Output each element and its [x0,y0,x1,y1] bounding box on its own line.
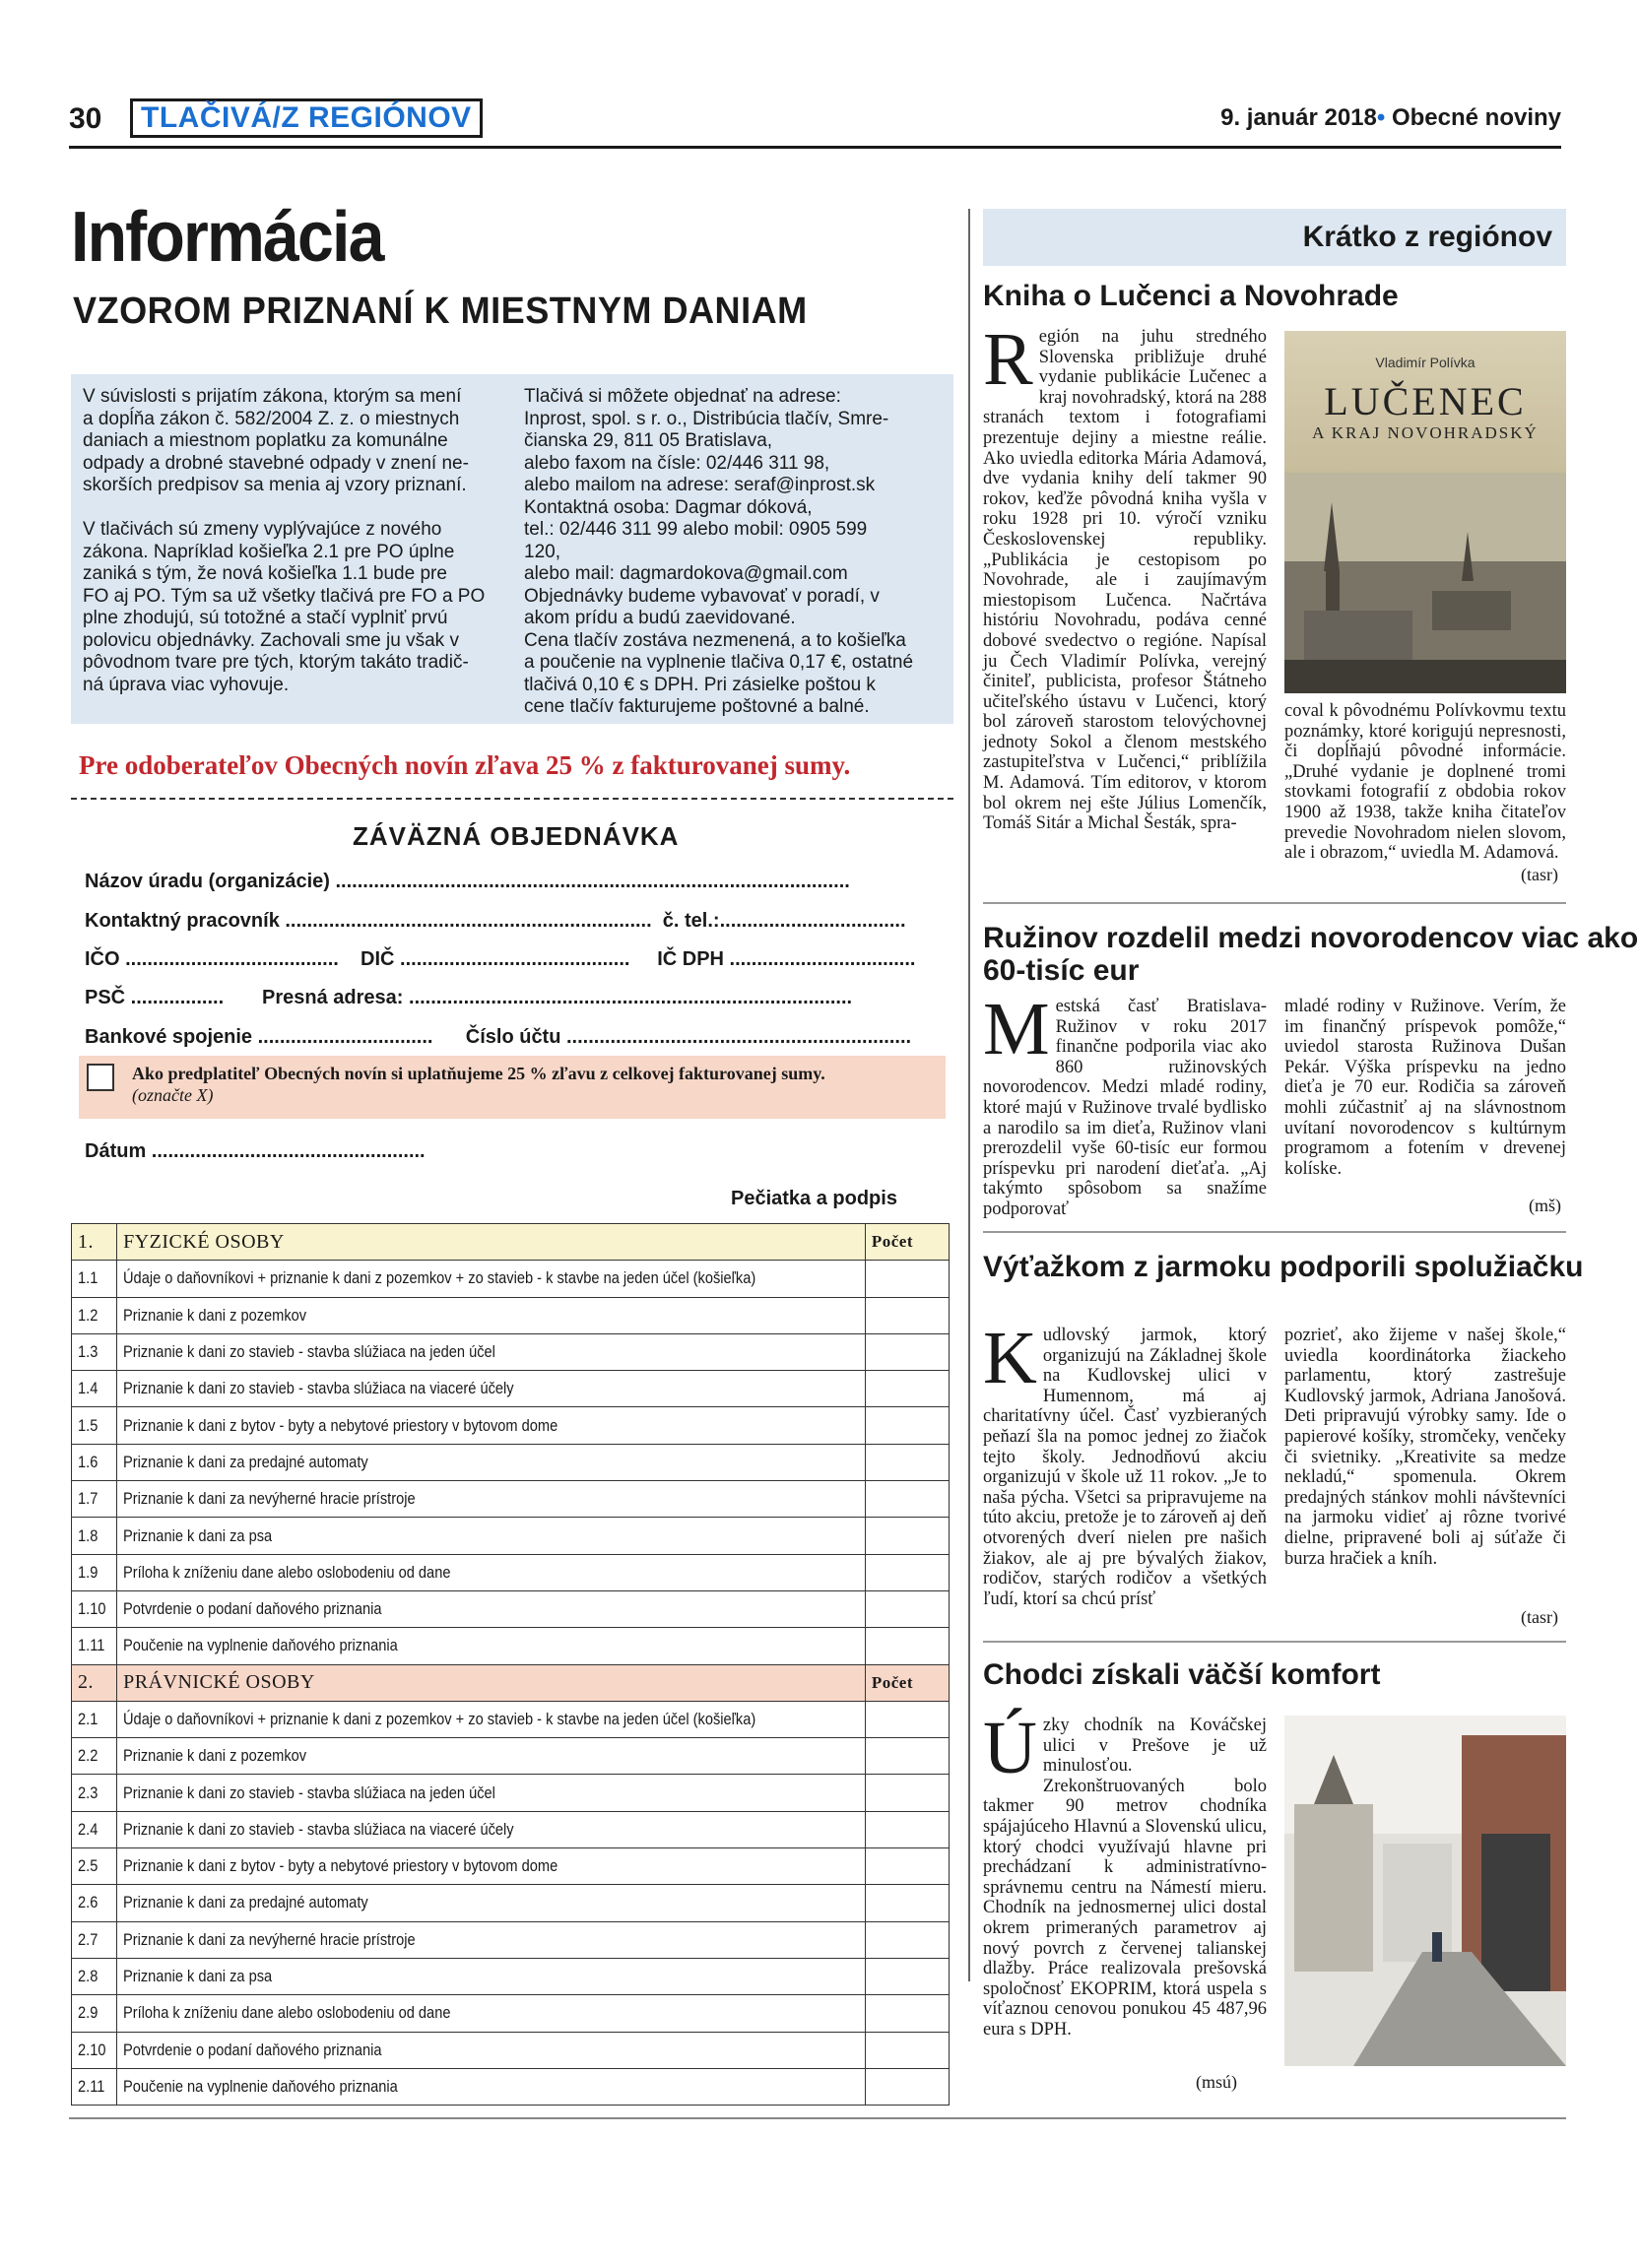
count-input-cell[interactable] [865,1738,949,1775]
form-label-text: Potvrdenie o podaní daňového priznania [123,1599,382,1619]
table-row [72,1628,950,1664]
subscriber-note: (označte X) [132,1085,214,1105]
group-label: PRÁVNICKÉ OSOBY [117,1664,866,1701]
article-headline: Ružinov rozdelil medzi novorodencov viac ako 60-tisíc eur [983,922,1639,987]
date-field[interactable]: Dátum .................................................. [85,1140,426,1162]
article-signature: (mš) [1529,1196,1561,1215]
form-label [117,1407,866,1444]
form-label [117,2032,866,2068]
form-label [117,1701,866,1737]
form-label-text: Priznanie k dani zo stavieb - stavba slúžiaca na viaceré účely [123,1379,514,1398]
form-number-text: 2.3 [78,1782,98,1802]
table-group-row [72,1224,950,1261]
form-label [117,1481,866,1518]
form-number-text: 2.11 [78,2076,105,2096]
article-headline: Kniha o Lučenci a Novohrade [983,280,1399,312]
form-number-text: 2.9 [78,2003,98,2023]
form-label [117,1738,866,1775]
ico-dic-field[interactable]: IČO ....................................... DIČ .......................................... IČ DPH .................................. [85,948,916,970]
form-label-text: Priznanie k dani z bytov - byty a nebytové priestory v bytovom dome [123,1856,558,1876]
count-input-cell[interactable] [865,1848,949,1885]
count-input-cell[interactable] [865,1701,949,1737]
drop-cap: Ú [983,1707,1037,1789]
article-text: zky chodník na Kováčskej ulici v Prešove je už minulosťou. Zrekonštruovaných bolo takmer 90 metrov chodníka spájajúceho Hlavnú a Slovenskú ulicu, ktorý chodci využívajú hlavne pri prechádzaní k administratívno-správnemu centru na Námestí mieru. Chodník na jednosmernej ulici dostal okrem primeraných parametrov aj nový povrch z červenej talianskej dlažby. Práce realizovala prešovská spoločnosť EKOPRIM, ktorá uspela s víťaznou cenovou ponukou 45 487,96 eura s DPH. [983,1716,1267,2040]
bottom-rule [69,2117,1566,2119]
count-input-cell[interactable] [865,1444,949,1480]
address-field[interactable]: PSČ ................. Presná adresa: ................................................................................. [85,987,853,1008]
form-number [72,1333,117,1370]
info-box [71,374,953,724]
form-number-text: 1.1 [78,1268,98,1288]
table-row [72,1738,950,1775]
table-row [72,1921,950,1958]
count-input-cell[interactable] [865,1261,949,1297]
table-row [72,1333,950,1370]
article-divider [983,902,1566,904]
form-label [117,1297,866,1333]
count-input-cell[interactable] [865,1407,949,1444]
form-label-text: Priznanie k dani za psa [123,1525,273,1545]
form-number [72,1590,117,1627]
forms-order-table [71,1223,950,2106]
form-label-text: Priznanie k dani z pozemkov [123,1305,307,1325]
form-label-text: Priznanie k dani za psa [123,1967,273,1986]
count-input-cell[interactable] [865,1958,949,1994]
article-body [983,1707,1267,2041]
article-headline: Výťažkom z jarmoku podporili spolužiačku [983,1251,1584,1283]
article-text-col2: mladé rodiny v Ružinove. Verím, že im finančný príspevok pomôže,“ uviedol starosta Ružinova Dušan Pekár. Výška príspevku na jedno dieťa je 70 eur. Rodičia sa zároveň mohli zúčastniť aj na slávnostnom uvítaní novorodencov s kultúrnym programom a fotením v drevenej kolíske. [1284,997,1566,1179]
article-signature: (msú) [1196,2072,1237,2092]
form-label [117,1590,866,1627]
form-label-text: Priznanie k dani zo stavieb - stavba slúžiaca na viaceré účely [123,1819,514,1839]
form-number-text: 1.8 [78,1525,98,1545]
form-number-text: 2.7 [78,1929,98,1949]
article-divider [983,1231,1566,1233]
drop-cap: R [983,318,1033,401]
article-headline: Chodci získali väčší komfort [983,1658,1381,1691]
form-number [72,1885,117,1921]
form-number [72,1444,117,1480]
table-row [72,1518,950,1554]
count-input-cell[interactable] [865,1481,949,1518]
form-number-text: 1.11 [78,1636,105,1655]
count-input-cell[interactable] [865,1995,949,2032]
form-label [117,1885,866,1921]
form-label [117,2068,866,2105]
article-text: egión na juhu stredného Slovenska približuje druhé vydanie publikácie Lučenec a kraj novohradský, ktorá na 288 stranách textom i fotografiami prezentuje dejiny a miestne reálie. Ako uviedla editorka Mária Adamová, dve vydania knihy delí takmer 90 rokov, keďže pôvodná kniha vyšla v roku 1928 pri 10. výročí vzniku Československej republiky. „Publikácia je cestopisom po Novohrade, ale i zaujímavým miestopisom Lučenca. Načrtáva históriu Novohradu, podáva cenné dobové svedectvo o regióne. Napísal ju Čech Vladimír Polívka, verejný činiteľ, publicista, profesor Štátneho učiteľského ústavu v Lučenci, ktorý bol zároveň starostom telovýchovnej jednoty Sokol a členom mestského zastupiteľstva v Lučenci,“ priblížila M. Adamová. Tím editorov, v ktorom bol okrem nej ešte Július Lomenčík, Tomáš Sitár a Michal Šesták, spra- [983,327,1267,834]
form-number-text: 1.7 [78,1489,98,1509]
form-label [117,1958,866,1994]
form-label-text: Poučenie na vyplnenie daňového priznania [123,2076,398,2096]
form-number [72,1628,117,1664]
table-row [72,1885,950,1921]
article-text-col2: coval k pôvodnému Polívkovmu textu poznámky, ktoré korigujú nepresnosti, či dopĺňajú pôvodné informácie. „Druhé vydanie je doplnené tromi stovkami fotografií z obdobia rokov 1900 až 1938, takže kniha čitateľov prevedie Novohradom nielen slovom, ale i obrazom,“ uviedla M. Adamová. [1284,701,1566,864]
form-label-text: Príloha k zníženiu dane alebo oslobodeniu od dane [123,1562,451,1582]
form-number [72,1995,117,2032]
table-row [72,1995,950,2032]
article-signature: (tasr) [1521,1607,1558,1627]
form-label [117,1371,866,1407]
count-input-cell[interactable] [865,1885,949,1921]
form-number [72,1407,117,1444]
form-number-text: 2.2 [78,1746,98,1766]
article-body [983,1317,1267,1609]
form-label [117,1848,866,1885]
article-body [983,988,1267,1220]
issue-date: 9. január 2018 [1220,104,1377,131]
table-row [72,1407,950,1444]
table-row [72,2068,950,2105]
form-number-text: 1.10 [78,1599,106,1619]
count-header: Počet [865,1224,949,1261]
info-text-right: Tlačivá si môžete objednať na adrese: Inprost, spol. s r. o., Distribúcia tlačív, Smre- čianska 29, 811 05 Bratislava, alebo faxom na čísle: 02/446 311 98, alebo mailom na adrese: seraf@inprost.sk Kontaktná osoba: Dagmar dóková, tel.: 02/446 311 99 alebo mobil: 0905 599 120, alebo mail: dagmardokova@gmail.com Objednávky budeme vybavovať v poradí, v akom prídu a budú zaevidované. Cena tlačív zostáva nezmenená, a to košieľka a poučenie na vyplnenie tlačiva 0,17 €, ostatné tlačivá 0,10 € s DPH. Pri zásielke poštou k cene tlačív fakturujeme poštovné a balné. [524,386,914,717]
section-label: TLAČIVÁ/Z REGIÓNOV [130,98,483,138]
article-body [983,318,1267,834]
form-number-text: 1.6 [78,1452,98,1471]
form-number [72,1371,117,1407]
form-label [117,1333,866,1370]
count-header: Počet [865,1664,949,1701]
bullet: • [1376,104,1386,131]
table-row [72,1481,950,1518]
drop-cap: M [983,988,1050,1070]
form-label [117,1995,866,2032]
form-label-text: Poučenie na vyplnenie daňového priznania [123,1636,398,1655]
form-number [72,1261,117,1297]
form-label-text: Potvrdenie o podaní daňového priznania [123,2040,382,2059]
info-text-left: V súvislosti s prijatím zákona, ktorým sa mení a dopĺňa zákon č. 582/2004 Z. z. o miestnych daniach a miestnom poplatku za komunálne odpady a drobné stavebné odpady v znení ne- skorších predpisov sa menia aj vzory priznaní. V tlačivách sú zmeny vyplývajúce z nového zákona. Napríklad košieľka 2.1 pre PO úplne zaniká s tým, že nová košieľka 1.1 bude pre FO aj PO. Tým sa už všetky tlačivá pre FO a PO plne zhodujú, sú totožné a stačí vyplniť prvú polovicu objednávky. Zachovali sme ju však v pôvodnom tvare pre tých, ktorým takáto tradič- ná úprava viac vyhovuje. [83,386,486,695]
regions-heading: Krátko z regiónov [1302,221,1552,253]
form-label-text: Priznanie k dani za nevýherné hracie prístroje [123,1929,416,1949]
form-number-text: 2.5 [78,1856,98,1876]
article-text: udlovský jarmok, ktorý organizujú na Základnej škole na Kudlovskej ulici v Humennom, má aj charitatívny účel. Časť vyzbieraných peňazí šla na pomoc jednej zo žiačok tejto školy. Jednodňovú akciu organizujú v škole už 11 rokov. „Je to naša pýcha. Všetci sa pripravujeme na túto akciu, pretože je to zároveň aj deň otvorených dverí nielen pre našich žiakov, ale aj pre bývalých žiakov, rodičov, starých rodičov a všetkých ľudí, ktorí sa chcú prísť [983,1326,1267,1609]
form-label [117,1628,866,1664]
form-number [72,1738,117,1775]
street-photo [1284,1716,1566,2066]
count-input-cell[interactable] [865,2068,949,2105]
form-number [72,1701,117,1737]
table-row [72,1811,950,1847]
form-label-text: Priznanie k dani za predajné automaty [123,1452,368,1471]
count-input-cell[interactable] [865,2032,949,2068]
group-number: 1. [72,1224,117,1261]
table-row [72,1444,950,1480]
form-label-text: Priznanie k dani zo stavieb - stavba slúžiaca na jeden účel [123,1782,495,1802]
discount-notice: Pre odoberateľov Obecných novín zľava 25 % z fakturovanej sumy. [79,750,851,780]
table-group-row [72,1664,950,1701]
office-name-field[interactable]: Názov úradu (organizácie) .............................................................................................. [85,871,850,892]
table-row [72,1958,950,1994]
form-label-text: Priznanie k dani z pozemkov [123,1746,307,1766]
form-number [72,2068,117,2105]
article-divider [983,1641,1566,1643]
group-label: FYZICKÉ OSOBY [117,1224,866,1261]
table-row [72,1297,950,1333]
contact-field[interactable]: Kontaktný pracovník ................................................................... č. tel.:.................................. [85,910,906,932]
table-row [72,1261,950,1297]
book-author: Vladimír Polívka [1375,355,1476,370]
count-input-cell[interactable] [865,1590,949,1627]
count-input-cell[interactable] [865,1554,949,1590]
form-number-text: 1.4 [78,1379,98,1398]
table-row [72,1590,950,1627]
form-number-text: 2.6 [78,1893,98,1912]
table-row [72,1371,950,1407]
form-label-text: Údaje o daňovníkovi + priznanie k dani z pozemkov + zo stavieb - k stavbe na jeden účel (košieľka) [123,1710,756,1728]
form-label [117,1775,866,1811]
form-number [72,1848,117,1885]
form-number [72,1921,117,1958]
page-number: 30 [69,102,102,135]
table-row [72,2032,950,2068]
book-title: LUČENEC [1324,379,1527,423]
form-label [117,1554,866,1590]
count-input-cell[interactable] [865,1371,949,1407]
count-input-cell[interactable] [865,1811,949,1847]
form-label-text: Priznanie k dani za predajné automaty [123,1893,368,1912]
group-number: 2. [72,1664,117,1701]
count-input-cell[interactable] [865,1921,949,1958]
form-number [72,1811,117,1847]
form-label [117,1921,866,1958]
form-label [117,1811,866,1847]
subscriber-discount-text: Ako predplatiteľ Obecných novín si uplatňujeme 25 % zľavu z celkovej fakturovanej sumy. [132,1064,825,1083]
drop-cap: K [983,1317,1037,1399]
table-row [72,1554,950,1590]
count-input-cell[interactable] [865,1333,949,1370]
form-label-text: Údaje o daňovníkovi + priznanie k dani z pozemkov + zo stavieb - k stavbe na jeden účel (košieľka) [123,1268,756,1288]
count-input-cell[interactable] [865,1628,949,1664]
form-label-text: Priznanie k dani z bytov - byty a nebytové priestory v bytovom dome [123,1415,558,1435]
form-number-text: 1.5 [78,1415,98,1435]
form-label-text: Príloha k zníženiu dane alebo oslobodeniu od dane [123,2003,451,2023]
dateline [1220,104,1561,132]
form-number [72,1554,117,1590]
form-label [117,1444,866,1480]
form-number [72,1481,117,1518]
form-number [72,1518,117,1554]
form-number [72,1958,117,1994]
table-row [72,1848,950,1885]
article-text-col2: pozrieť, ako žijeme v našej škole,“ uviedla koordinátorka žiackeho parlamentu, ktorý zastrešuje Kudlovský jarmok, Adriana Janošová. Deti pripravujú výrobky samy. Ide o papierové košíky, stromčeky, venčeky či svietniky. „Kreativite sa medze nekladú,“ spomenula. Okrem predajných stánkov mohli návštevníci na jarmoku vidieť aj rôzne tvorivé dielne, pripravené boli aj súťaže či burza hračiek a kníh. [1284,1326,1566,1569]
column-rule [968,209,970,1981]
form-label-text: Priznanie k dani za nevýherné hracie prístroje [123,1489,416,1509]
article-text: estská časť Bratislava-Ružinov v roku 2017 finančne podporila viac ako 860 ružinovských novorodencov. Medzi mladé rodiny, ktoré majú v Ružinove trvalé bydlisko a narodilo sa im dieťa, Ružinov vlani prerozdelil vyše 60-tisíc eur formou príspevku pri narodení dieťaťa. „Aj takýmto spôsobom sa snažíme podporovať [983,997,1267,1219]
regions-heading-box [983,209,1566,266]
form-label [117,1518,866,1554]
book-subtitle: A KRAJ NOVOHRADSKÝ [1312,423,1539,442]
form-number [72,2032,117,2068]
town-skyline-photo [1284,473,1566,693]
page-title: Informácia [71,198,383,277]
form-number-text: 2.10 [78,2040,106,2059]
form-number [72,1775,117,1811]
form-number-text: 2.4 [78,1819,98,1839]
form-label [117,1261,866,1297]
form-number-text: 2.8 [78,1967,98,1986]
publication-name: Obecné noviny [1391,104,1561,131]
bank-field[interactable]: Bankové spojenie ................................ Číslo účtu ............................................................... [85,1026,912,1048]
form-label-text: Priznanie k dani zo stavieb - stavba slúžiaca na jeden účel [123,1342,495,1362]
article-signature: (tasr) [1521,865,1558,884]
table-row [72,1701,950,1737]
form-number-text: 1.9 [78,1562,98,1582]
table-row [72,1775,950,1811]
form-number-text: 2.1 [78,1710,98,1728]
subscriber-checkbox[interactable] [87,1064,114,1091]
form-number-text: 1.3 [78,1342,98,1362]
header-rule [69,146,1561,149]
cut-line [71,798,953,800]
order-title: ZÁVÄZNÁ OBJEDNÁVKA [353,821,680,851]
form-number-text: 1.2 [78,1305,98,1325]
count-input-cell[interactable] [865,1518,949,1554]
page-subtitle: VZOROM PRIZNANÍ K MIESTNYM DANIAM [73,291,808,332]
stamp-signature-label: Pečiatka a podpis [731,1188,897,1209]
count-input-cell[interactable] [865,1297,949,1333]
count-input-cell[interactable] [865,1775,949,1811]
form-number [72,1297,117,1333]
